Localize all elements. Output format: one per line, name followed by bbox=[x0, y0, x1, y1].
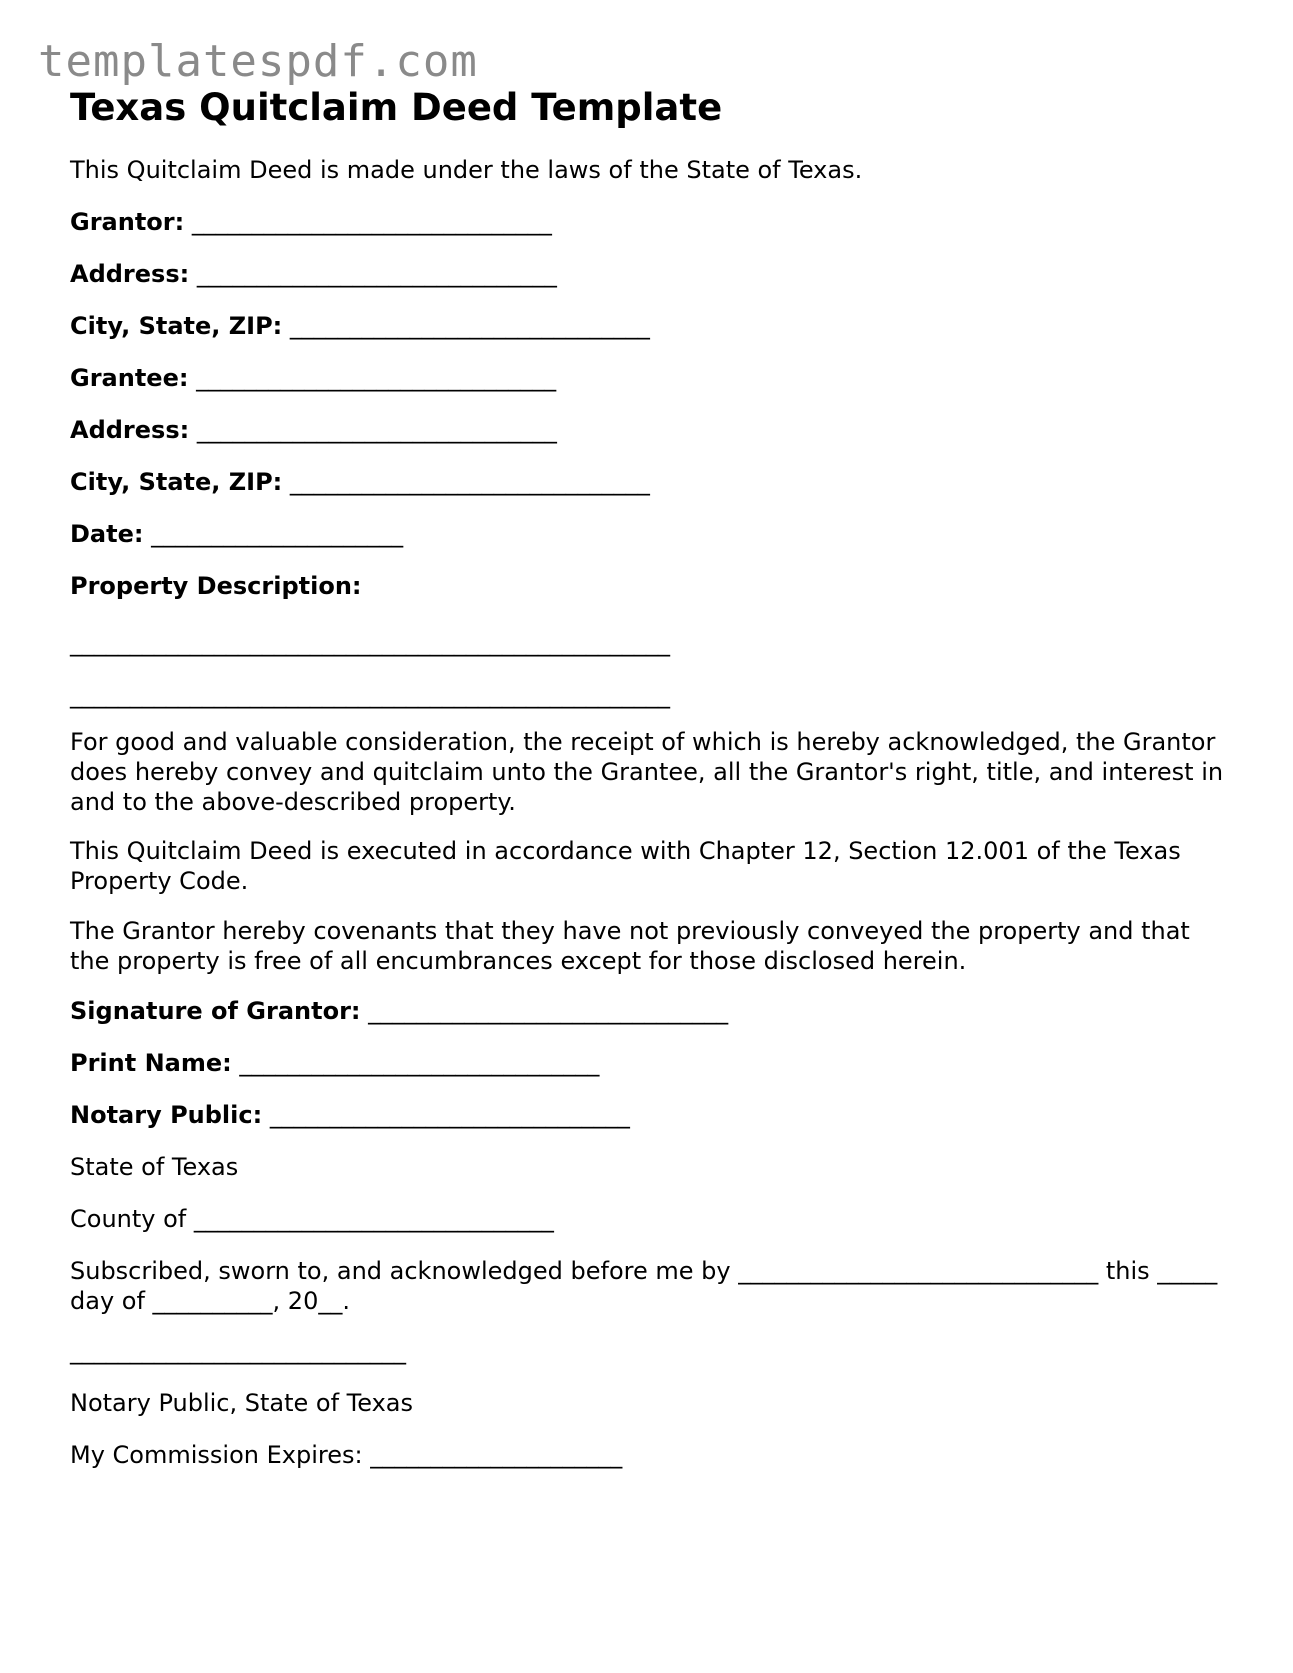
print-name-blank[interactable]: ______________________________ bbox=[239, 1049, 600, 1077]
notary-public-field bbox=[70, 1100, 630, 1130]
statute-paragraph: This Quitclaim Deed is executed in accordance with Chapter 12, Section 12.001 of the Texas Property Code. bbox=[70, 837, 1181, 895]
grantor-blank[interactable]: ______________________________ bbox=[191, 208, 552, 236]
grantor-field bbox=[70, 207, 552, 237]
grantor-address-label: Address: bbox=[70, 260, 190, 288]
property-description-label: Property Description: bbox=[70, 572, 362, 600]
date-label: Date: bbox=[70, 520, 144, 548]
grantee-blank[interactable]: ______________________________ bbox=[196, 364, 557, 392]
county-field bbox=[70, 1204, 554, 1234]
date-blank[interactable]: _____________________ bbox=[151, 520, 404, 548]
watermark: templatespdf.com bbox=[38, 36, 478, 87]
notary-public-label: Notary Public: bbox=[70, 1101, 263, 1129]
state-text: State of Texas bbox=[70, 1153, 239, 1181]
print-name-field bbox=[70, 1048, 599, 1078]
commission-field bbox=[70, 1440, 622, 1470]
commission-blank[interactable]: _____________________ bbox=[370, 1441, 623, 1469]
grantee-city-blank[interactable]: ______________________________ bbox=[289, 468, 650, 496]
page-title: Texas Quitclaim Deed Template bbox=[70, 86, 723, 129]
notary-state-text: Notary Public, State of Texas bbox=[70, 1389, 413, 1417]
notary-public-blank[interactable]: ______________________________ bbox=[269, 1101, 630, 1129]
grantor-city-blank[interactable]: ______________________________ bbox=[289, 312, 650, 340]
grantor-address-field bbox=[70, 259, 557, 289]
grantee-field bbox=[70, 363, 556, 393]
covenant-paragraph: The Grantor hereby covenants that they have not previously conveyed the property and that the property is free of all encumbrances except for those disclosed herein. bbox=[70, 917, 1190, 975]
grantee-city-field bbox=[70, 467, 650, 497]
grantee-city-label: City, State, ZIP: bbox=[70, 468, 283, 496]
grantor-signature-label: Signature of Grantor: bbox=[70, 997, 361, 1025]
grantor-city-label: City, State, ZIP: bbox=[70, 312, 283, 340]
intro-text: This Quitclaim Deed is made under the laws of the State of Texas. bbox=[70, 156, 863, 184]
acknowledgment-paragraph: Subscribed, sworn to, and acknowledged before me by ______________________________ this _____ day of __________, 20__. bbox=[70, 1257, 1218, 1315]
grantor-signature-blank[interactable]: ______________________________ bbox=[368, 997, 729, 1025]
county-label: County of bbox=[70, 1205, 187, 1233]
commission-label: My Commission Expires: bbox=[70, 1441, 363, 1469]
grantor-label: Grantor: bbox=[70, 208, 185, 236]
consideration-paragraph: For good and valuable consideration, the receipt of which is hereby acknowledged, the Grantor does hereby convey and quitclaim unto the Grantee, all the Grantor's right, title, and interest in and to the above-described property. bbox=[70, 728, 1224, 816]
property-line-2[interactable]: __________________________________________________ bbox=[70, 681, 670, 709]
date-field bbox=[70, 519, 403, 549]
county-blank[interactable]: ______________________________ bbox=[193, 1205, 554, 1233]
grantee-address-field bbox=[70, 415, 557, 445]
print-name-label: Print Name: bbox=[70, 1049, 232, 1077]
grantor-signature-field bbox=[70, 996, 728, 1026]
grantee-address-blank[interactable]: ______________________________ bbox=[196, 416, 557, 444]
grantee-label: Grantee: bbox=[70, 364, 189, 392]
grantee-address-label: Address: bbox=[70, 416, 190, 444]
property-line-1[interactable]: __________________________________________________ bbox=[70, 629, 670, 657]
grantor-city-field bbox=[70, 311, 650, 341]
grantor-address-blank[interactable]: ______________________________ bbox=[196, 260, 557, 288]
notary-signature-blank[interactable]: ____________________________ bbox=[70, 1337, 406, 1365]
